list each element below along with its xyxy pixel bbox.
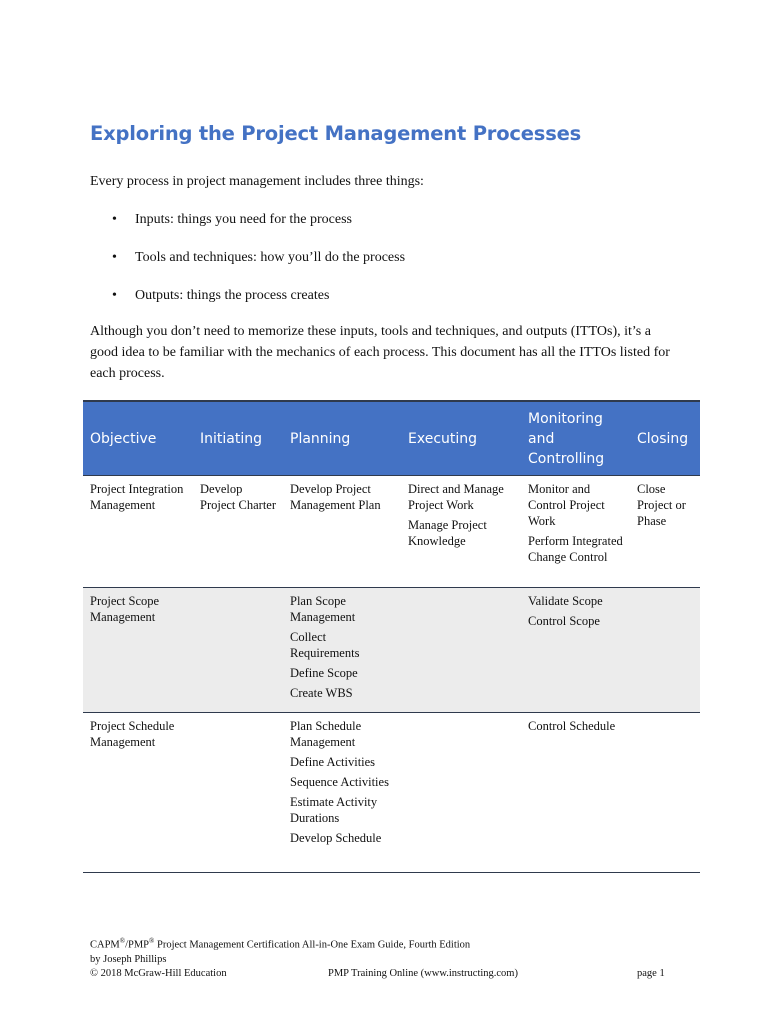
process-item: Collect Requirements	[290, 630, 360, 660]
page-footer	[90, 934, 670, 981]
process-item: Perform Integrated Change Control	[528, 534, 623, 564]
process-item: Monitor and Control Project Work	[528, 482, 605, 528]
cell-executing	[401, 588, 521, 713]
footer-author: by Joseph Phillips	[90, 953, 167, 965]
list-item	[90, 210, 405, 248]
cell-planning	[283, 588, 401, 713]
process-item: Develop Project Management Plan	[290, 482, 381, 512]
cell-closing	[630, 713, 700, 873]
process-item: Sequence Activities	[290, 775, 389, 789]
bullet-icon: •	[112, 212, 117, 227]
footer-site: PMP Training Online (www.instructing.com)	[328, 967, 518, 979]
cell-executing	[401, 476, 521, 588]
header-planning: Planning	[283, 401, 401, 476]
table-header-row	[83, 401, 700, 476]
process-item: Define Activities	[290, 755, 376, 769]
cell-initiating	[193, 713, 283, 873]
table-row	[83, 476, 700, 588]
bullet-text: Inputs: things you need for the process	[135, 212, 352, 227]
body-paragraph: Although you don’t need to memorize these inputs, tools and techniques, and outputs (ITTOs), it’s a good idea to be familiar with the mechanics of each process. This document has all the ITTOs listed for each process.	[90, 324, 670, 381]
cell-closing	[630, 476, 700, 588]
process-item: Control Scope	[528, 614, 600, 628]
cell-closing	[630, 588, 700, 713]
cell-initiating	[193, 476, 283, 588]
bullet-text: Tools and techniques: how you’ll do the process	[135, 250, 406, 265]
process-item: Plan Schedule Management	[290, 719, 362, 749]
cell-planning	[283, 713, 401, 873]
header-initiating: Initiating	[193, 401, 283, 476]
footer-book-title: CAPM®/PMP® Project Management Certification All-in-One Exam Guide, Fourth Edition	[90, 937, 471, 951]
process-item: Close Project or Phase	[637, 482, 686, 528]
process-item: Plan Scope Management	[290, 594, 356, 624]
list-item	[90, 286, 405, 324]
bullet-icon: •	[112, 250, 117, 265]
header-monitoring: Monitoring and Controlling	[521, 401, 630, 476]
process-table	[83, 400, 700, 873]
cell-monitoring	[521, 588, 630, 713]
process-item: Direct and Manage Project Work	[408, 482, 504, 512]
process-item: Validate Scope	[528, 594, 603, 608]
cell-objective: Project Integration Management	[83, 476, 193, 588]
process-item: Manage Project Knowledge	[408, 518, 487, 548]
header-executing: Executing	[401, 401, 521, 476]
cell-objective: Project Schedule Management	[83, 713, 193, 873]
cell-initiating	[193, 588, 283, 713]
bullet-icon: •	[112, 288, 117, 303]
process-item: Develop Project Charter	[200, 482, 277, 512]
header-closing: Closing	[630, 401, 700, 476]
cell-objective: Project Scope Management	[83, 588, 193, 713]
cell-monitoring	[521, 476, 630, 588]
cell-monitoring	[521, 713, 630, 873]
process-item: Control Schedule	[528, 719, 616, 733]
bullet-list	[90, 210, 405, 324]
cell-executing	[401, 713, 521, 873]
list-item	[90, 248, 405, 286]
process-item: Estimate Activity Durations	[290, 795, 378, 825]
process-item: Define Scope	[290, 666, 358, 680]
header-objective: Objective	[83, 401, 193, 476]
table-row	[83, 713, 700, 873]
process-item: Develop Schedule	[290, 831, 382, 845]
table-row	[83, 588, 700, 713]
process-item: Create WBS	[290, 686, 353, 700]
intro-text: Every process in project management includes three things:	[90, 174, 424, 189]
page-title: Exploring the Project Management Processes	[90, 122, 582, 145]
cell-planning	[283, 476, 401, 588]
bullet-text: Outputs: things the process creates	[135, 288, 330, 303]
footer-copyright: © 2018 McGraw-Hill Education	[90, 967, 227, 979]
footer-page-number: page 1	[637, 967, 665, 979]
